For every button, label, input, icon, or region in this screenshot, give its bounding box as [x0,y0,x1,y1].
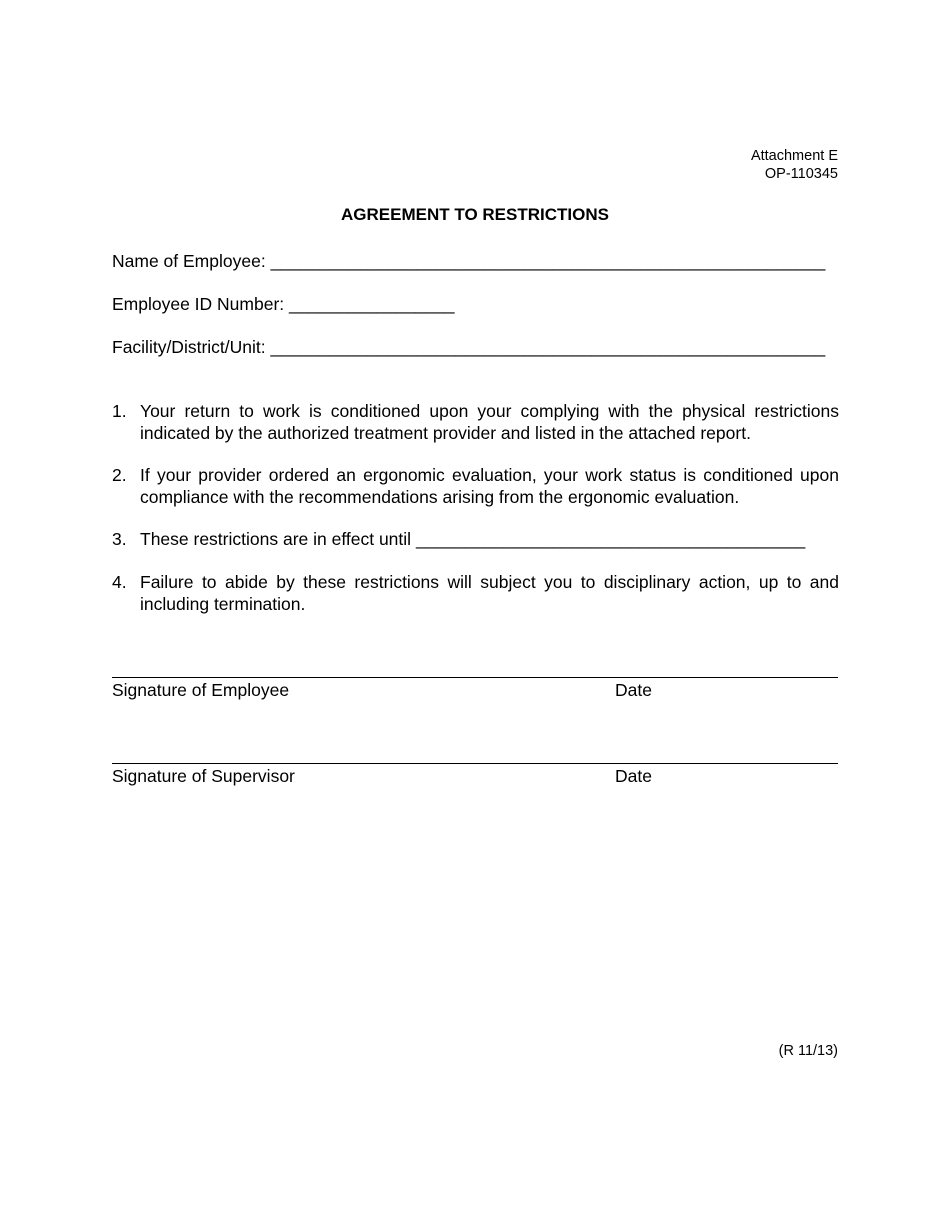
supervisor-signature-field[interactable] [112,763,526,764]
list-item-number: 4. [112,572,127,592]
supervisor-date-field[interactable] [588,763,838,764]
list-item-text [140,529,839,551]
employee-signature-label: Signature of Employee [112,680,290,700]
form-number: OP-110345 [764,166,838,182]
employee-name-label: Name of Employee: [112,251,266,271]
employee-name-row [112,251,825,272]
facility-field[interactable]: _________________________________________________________ [270,337,826,357]
supervisor-date-label: Date [615,766,652,786]
attachment-label: Attachment E [750,148,838,164]
list-item [112,465,839,508]
list-item-number: 1. [112,401,127,421]
employee-signature-field[interactable] [112,677,526,678]
form-header [751,147,838,183]
list-item-number: 3. [112,529,127,549]
signature-line-segment [526,677,588,678]
list-item-text: Your return to work is conditioned upon your complying with the physical restrictions indicated by the authorized treatment provider and listed in the attached report. [140,401,839,443]
list-item-text: If your provider ordered an ergonomic evaluation, your work status is conditioned upon compliance with the recommendations arising from the ergonomic evaluation. [140,465,839,507]
list-item [112,529,839,551]
facility-row [112,337,825,358]
signature-line-segment [526,763,588,764]
employee-id-label: Employee ID Number: [112,294,285,314]
list-item [112,401,839,444]
facility-label: Facility/District/Unit: [112,337,266,357]
employee-name-field[interactable]: _________________________________________________________ [270,251,826,271]
employee-date-field[interactable] [588,677,838,678]
supervisor-signature-label: Signature of Supervisor [112,766,295,786]
restriction-end-date-field[interactable]: ________________________________________ [415,529,806,549]
revision-code: (R 11/13) [778,1043,838,1059]
employee-id-field[interactable]: _________________ [289,294,455,314]
list-item-text: Failure to abide by these restrictions will subject you to disciplinary action, up to and including termination. [140,572,839,614]
page-title: AGREEMENT TO RESTRICTIONS [341,205,609,224]
list-item [112,572,839,615]
employee-id-row [112,294,455,315]
restriction-end-label: These restrictions are in effect until [140,529,412,549]
employee-date-label: Date [615,680,652,700]
list-item-number: 2. [112,465,127,485]
